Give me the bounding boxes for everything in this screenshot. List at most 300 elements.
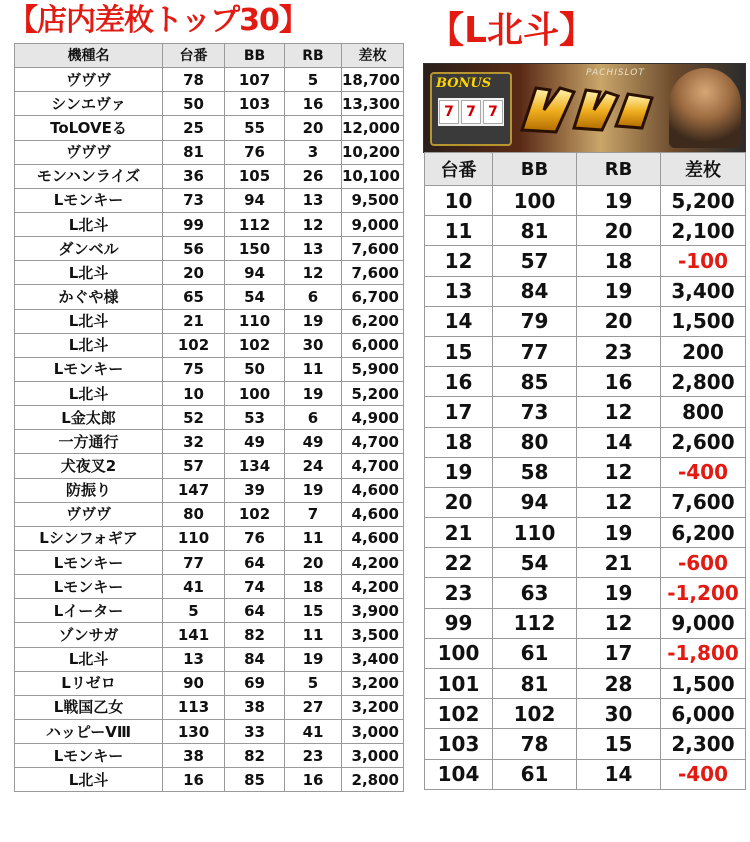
cell-bb: 102 [225, 333, 285, 357]
cell-difference: 6,700 [342, 285, 404, 309]
cell-machine-number: 21 [163, 309, 225, 333]
cell-bb: 50 [225, 357, 285, 381]
cell-bb: 82 [225, 623, 285, 647]
cell-difference: 2,100 [661, 216, 746, 246]
cell-machine-number: 18 [425, 427, 493, 457]
cell-bb: 77 [493, 336, 577, 366]
cell-difference: -400 [661, 457, 746, 487]
cell-machine-number: 78 [163, 68, 225, 92]
cell-model: ゾンサガ [15, 623, 163, 647]
cell-bb: 61 [493, 638, 577, 668]
cell-difference: 1,500 [661, 306, 746, 336]
table-row [425, 306, 746, 336]
cell-model: L北斗 [15, 768, 163, 792]
cell-difference: 3,400 [661, 276, 746, 306]
cell-machine-number: 110 [163, 526, 225, 550]
table-row [425, 216, 746, 246]
cell-rb: 16 [577, 367, 661, 397]
cell-rb: 6 [285, 285, 342, 309]
cell-rb: 6 [285, 406, 342, 430]
cell-rb: 17 [577, 638, 661, 668]
cell-difference: 800 [661, 397, 746, 427]
kenshiro-character-icon [669, 68, 741, 148]
cell-machine-number: 100 [425, 638, 493, 668]
cell-bb: 94 [225, 188, 285, 212]
cell-rb: 19 [577, 578, 661, 608]
table-row [425, 336, 746, 366]
table-row [15, 454, 404, 478]
cell-model: L戦国乙女 [15, 695, 163, 719]
cell-difference: 3,200 [342, 695, 404, 719]
slot-machine-icon [430, 72, 512, 146]
cell-machine-number: 20 [163, 261, 225, 285]
cell-rb: 49 [285, 430, 342, 454]
cell-bb: 54 [225, 285, 285, 309]
cell-machine-number: 17 [425, 397, 493, 427]
table-row [425, 638, 746, 668]
cell-difference: 6,200 [342, 309, 404, 333]
cell-bb: 63 [493, 578, 577, 608]
cell-bb: 64 [225, 550, 285, 574]
header-bb: BB [493, 153, 577, 186]
cell-difference: 10,200 [342, 140, 404, 164]
table-row [425, 276, 746, 306]
cell-bb: 79 [493, 306, 577, 336]
table-row [15, 68, 404, 92]
cell-difference: 2,600 [661, 427, 746, 457]
hokuto-table [424, 152, 746, 790]
table-row [15, 768, 404, 792]
cell-bb: 53 [225, 406, 285, 430]
cell-machine-number: 50 [163, 92, 225, 116]
cell-bb: 55 [225, 116, 285, 140]
cell-rb: 19 [285, 647, 342, 671]
cell-model: ヴヴヴ [15, 68, 163, 92]
cell-difference: 2,800 [661, 367, 746, 397]
cell-machine-number: 15 [425, 336, 493, 366]
cell-rb: 24 [285, 454, 342, 478]
table-row [15, 478, 404, 502]
cell-machine-number: 65 [163, 285, 225, 309]
cell-rb: 12 [577, 608, 661, 638]
cell-rb: 3 [285, 140, 342, 164]
cell-rb: 23 [577, 336, 661, 366]
cell-rb: 26 [285, 164, 342, 188]
table-header-row [425, 153, 746, 186]
cell-bb: 100 [225, 381, 285, 405]
cell-difference: 3,200 [342, 671, 404, 695]
reel-symbol: 7 [483, 100, 503, 124]
cell-bb: 107 [225, 68, 285, 92]
cell-machine-number: 12 [425, 246, 493, 276]
header-bb: BB [225, 44, 285, 68]
cell-bb: 74 [225, 575, 285, 599]
cell-machine-number: 16 [425, 367, 493, 397]
cell-machine-number: 16 [163, 768, 225, 792]
cell-rb: 14 [577, 759, 661, 789]
cell-machine-number: 104 [425, 759, 493, 789]
hokuto-no-ken-logo-icon [516, 80, 656, 138]
cell-rb: 16 [285, 768, 342, 792]
header-difference: 差枚 [661, 153, 746, 186]
cell-bb: 54 [493, 548, 577, 578]
header-machine-number: 台番 [425, 153, 493, 186]
cell-machine-number: 57 [163, 454, 225, 478]
cell-rb: 15 [285, 599, 342, 623]
cell-model: 一方通行 [15, 430, 163, 454]
table-row [425, 397, 746, 427]
cell-machine-number: 19 [425, 457, 493, 487]
table-row [15, 309, 404, 333]
cell-rb: 16 [285, 92, 342, 116]
table-row [425, 729, 746, 759]
cell-machine-number: 10 [163, 381, 225, 405]
table-row [15, 744, 404, 768]
cell-machine-number: 73 [163, 188, 225, 212]
cell-rb: 5 [285, 671, 342, 695]
table-row [15, 550, 404, 574]
cell-bb: 105 [225, 164, 285, 188]
cell-difference: 9,000 [661, 608, 746, 638]
cell-model: ヴヴヴ [15, 140, 163, 164]
cell-machine-number: 141 [163, 623, 225, 647]
cell-rb: 20 [577, 216, 661, 246]
cell-rb: 19 [285, 309, 342, 333]
table-row [15, 719, 404, 743]
cell-rb: 19 [285, 478, 342, 502]
cell-difference: 3,900 [342, 599, 404, 623]
cell-bb: 110 [493, 518, 577, 548]
table-row [15, 92, 404, 116]
cell-bb: 58 [493, 457, 577, 487]
pachislot-label: PACHISLOT [586, 68, 645, 78]
cell-bb: 39 [225, 478, 285, 502]
cell-difference: 6,200 [661, 518, 746, 548]
cell-bb: 49 [225, 430, 285, 454]
cell-machine-number: 99 [425, 608, 493, 638]
table-row [15, 599, 404, 623]
cell-machine-number: 130 [163, 719, 225, 743]
header-machine-number: 台番 [163, 44, 225, 68]
cell-bb: 100 [493, 186, 577, 216]
cell-rb: 21 [577, 548, 661, 578]
cell-bb: 94 [225, 261, 285, 285]
cell-model: 防振り [15, 478, 163, 502]
cell-bb: 84 [225, 647, 285, 671]
cell-machine-number: 81 [163, 140, 225, 164]
table-row [425, 608, 746, 638]
cell-model: Lイーター [15, 599, 163, 623]
cell-rb: 12 [577, 397, 661, 427]
table-row [425, 699, 746, 729]
cell-difference: 4,700 [342, 430, 404, 454]
cell-difference: 4,600 [342, 478, 404, 502]
cell-machine-number: 52 [163, 406, 225, 430]
cell-bb: 134 [225, 454, 285, 478]
cell-difference: 4,700 [342, 454, 404, 478]
cell-machine-number: 13 [425, 276, 493, 306]
cell-difference: -100 [661, 246, 746, 276]
cell-rb: 11 [285, 357, 342, 381]
cell-bb: 80 [493, 427, 577, 457]
cell-machine-number: 11 [425, 216, 493, 246]
cell-difference: 200 [661, 336, 746, 366]
cell-difference: 18,700 [342, 68, 404, 92]
header-model: 機種名 [15, 44, 163, 68]
cell-rb: 20 [285, 550, 342, 574]
cell-bb: 112 [225, 212, 285, 236]
cell-bb: 110 [225, 309, 285, 333]
cell-bb: 112 [493, 608, 577, 638]
hokuto-title: 【L北斗】 [428, 10, 595, 51]
cell-bb: 76 [225, 526, 285, 550]
cell-difference: 4,600 [342, 526, 404, 550]
cell-machine-number: 90 [163, 671, 225, 695]
cell-bb: 102 [225, 502, 285, 526]
cell-model: L北斗 [15, 212, 163, 236]
cell-rb: 12 [577, 487, 661, 517]
cell-machine-number: 13 [163, 647, 225, 671]
cell-bb: 69 [225, 671, 285, 695]
reel-symbol: 7 [461, 100, 481, 124]
table-row [15, 285, 404, 309]
cell-difference: 9,000 [342, 212, 404, 236]
cell-machine-number: 25 [163, 116, 225, 140]
cell-rb: 28 [577, 669, 661, 699]
cell-machine-number: 22 [425, 548, 493, 578]
cell-rb: 13 [285, 188, 342, 212]
table-row [15, 671, 404, 695]
cell-machine-number: 147 [163, 478, 225, 502]
cell-difference: 1,500 [661, 669, 746, 699]
cell-difference: 6,000 [342, 333, 404, 357]
cell-bb: 81 [493, 216, 577, 246]
reel-symbol: 7 [439, 100, 459, 124]
cell-machine-number: 56 [163, 237, 225, 261]
cell-rb: 19 [577, 186, 661, 216]
table-row [15, 381, 404, 405]
cell-machine-number: 101 [425, 669, 493, 699]
cell-rb: 30 [285, 333, 342, 357]
cell-difference: 4,600 [342, 502, 404, 526]
cell-bb: 38 [225, 695, 285, 719]
cell-model: Lシンフォギア [15, 526, 163, 550]
header-rb: RB [577, 153, 661, 186]
table-row [425, 186, 746, 216]
top30-table [14, 43, 404, 792]
cell-machine-number: 113 [163, 695, 225, 719]
table-row [425, 548, 746, 578]
table-row [15, 188, 404, 212]
table-row [425, 246, 746, 276]
cell-rb: 30 [577, 699, 661, 729]
cell-model: ダンベル [15, 237, 163, 261]
table-row [15, 237, 404, 261]
cell-model: ToLOVEる [15, 116, 163, 140]
cell-rb: 12 [285, 212, 342, 236]
cell-bb: 78 [493, 729, 577, 759]
cell-rb: 11 [285, 623, 342, 647]
cell-model: L金太郎 [15, 406, 163, 430]
table-row [425, 487, 746, 517]
cell-bb: 102 [493, 699, 577, 729]
cell-difference: -600 [661, 548, 746, 578]
cell-rb: 11 [285, 526, 342, 550]
cell-rb: 23 [285, 744, 342, 768]
cell-rb: 12 [577, 457, 661, 487]
cell-rb: 20 [577, 306, 661, 336]
cell-machine-number: 103 [425, 729, 493, 759]
header-rb: RB [285, 44, 342, 68]
cell-difference: -1,200 [661, 578, 746, 608]
cell-rb: 14 [577, 427, 661, 457]
table-row [425, 457, 746, 487]
cell-difference: 3,000 [342, 744, 404, 768]
table-row [15, 502, 404, 526]
table-row [425, 578, 746, 608]
cell-bb: 84 [493, 276, 577, 306]
cell-machine-number: 20 [425, 487, 493, 517]
table-row [15, 212, 404, 236]
cell-machine-number: 38 [163, 744, 225, 768]
cell-machine-number: 36 [163, 164, 225, 188]
cell-difference: 13,300 [342, 92, 404, 116]
cell-bb: 61 [493, 759, 577, 789]
cell-bb: 76 [225, 140, 285, 164]
cell-model: かぐや様 [15, 285, 163, 309]
cell-rb: 19 [577, 518, 661, 548]
cell-rb: 12 [285, 261, 342, 285]
cell-rb: 41 [285, 719, 342, 743]
cell-model: L北斗 [15, 381, 163, 405]
cell-rb: 13 [285, 237, 342, 261]
cell-difference: 4,200 [342, 575, 404, 599]
table-row [15, 333, 404, 357]
cell-model: モンハンライズ [15, 164, 163, 188]
reels [438, 98, 504, 126]
cell-difference: -400 [661, 759, 746, 789]
cell-machine-number: 10 [425, 186, 493, 216]
cell-difference: 3,500 [342, 623, 404, 647]
cell-difference: 3,400 [342, 647, 404, 671]
cell-bb: 73 [493, 397, 577, 427]
cell-machine-number: 14 [425, 306, 493, 336]
cell-difference: -1,800 [661, 638, 746, 668]
cell-model: シンエヴァ [15, 92, 163, 116]
cell-bb: 85 [493, 367, 577, 397]
cell-difference: 7,600 [661, 487, 746, 517]
cell-model: L北斗 [15, 647, 163, 671]
cell-difference: 2,800 [342, 768, 404, 792]
cell-rb: 5 [285, 68, 342, 92]
table-row [425, 367, 746, 397]
cell-bb: 57 [493, 246, 577, 276]
table-row [425, 427, 746, 457]
cell-difference: 12,000 [342, 116, 404, 140]
cell-machine-number: 5 [163, 599, 225, 623]
cell-bb: 150 [225, 237, 285, 261]
cell-rb: 15 [577, 729, 661, 759]
hokuto-banner [423, 63, 746, 153]
table-row [15, 647, 404, 671]
cell-machine-number: 102 [163, 333, 225, 357]
cell-rb: 19 [577, 276, 661, 306]
table-header-row [15, 44, 404, 68]
table-row [15, 164, 404, 188]
cell-model: Lモンキー [15, 357, 163, 381]
table-row [15, 406, 404, 430]
table-row [15, 261, 404, 285]
table-row [15, 526, 404, 550]
cell-model: ハッピーVⅢ [15, 719, 163, 743]
cell-machine-number: 80 [163, 502, 225, 526]
cell-machine-number: 23 [425, 578, 493, 608]
table-row [15, 116, 404, 140]
cell-difference: 10,100 [342, 164, 404, 188]
cell-bb: 85 [225, 768, 285, 792]
cell-difference: 3,000 [342, 719, 404, 743]
cell-difference: 6,000 [661, 699, 746, 729]
table-row [425, 759, 746, 789]
cell-difference: 9,500 [342, 188, 404, 212]
header-difference: 差枚 [342, 44, 404, 68]
cell-model: Lリゼロ [15, 671, 163, 695]
cell-rb: 18 [577, 246, 661, 276]
cell-model: ヴヴヴ [15, 502, 163, 526]
table-row [15, 430, 404, 454]
cell-rb: 7 [285, 502, 342, 526]
table-row [425, 669, 746, 699]
cell-difference: 5,200 [342, 381, 404, 405]
cell-difference: 2,300 [661, 729, 746, 759]
cell-bb: 82 [225, 744, 285, 768]
table-row [15, 140, 404, 164]
cell-difference: 5,900 [342, 357, 404, 381]
cell-model: Lモンキー [15, 575, 163, 599]
cell-bb: 94 [493, 487, 577, 517]
cell-machine-number: 77 [163, 550, 225, 574]
table-row [15, 575, 404, 599]
cell-machine-number: 75 [163, 357, 225, 381]
cell-difference: 5,200 [661, 186, 746, 216]
cell-rb: 27 [285, 695, 342, 719]
cell-difference: 7,600 [342, 261, 404, 285]
cell-rb: 19 [285, 381, 342, 405]
table-row [15, 357, 404, 381]
cell-model: L北斗 [15, 309, 163, 333]
cell-bb: 103 [225, 92, 285, 116]
cell-model: 犬夜叉2 [15, 454, 163, 478]
cell-model: Lモンキー [15, 744, 163, 768]
cell-machine-number: 102 [425, 699, 493, 729]
cell-rb: 20 [285, 116, 342, 140]
cell-model: L北斗 [15, 261, 163, 285]
table-row [425, 518, 746, 548]
table-row [15, 695, 404, 719]
bonus-label: BONUS [436, 76, 492, 91]
cell-machine-number: 41 [163, 575, 225, 599]
ranking-title: 【店内差枚トップ30】 [8, 3, 308, 38]
table-row [15, 623, 404, 647]
cell-machine-number: 21 [425, 518, 493, 548]
cell-difference: 4,200 [342, 550, 404, 574]
cell-model: L北斗 [15, 333, 163, 357]
cell-rb: 18 [285, 575, 342, 599]
cell-difference: 4,900 [342, 406, 404, 430]
cell-machine-number: 32 [163, 430, 225, 454]
cell-bb: 33 [225, 719, 285, 743]
cell-difference: 7,600 [342, 237, 404, 261]
